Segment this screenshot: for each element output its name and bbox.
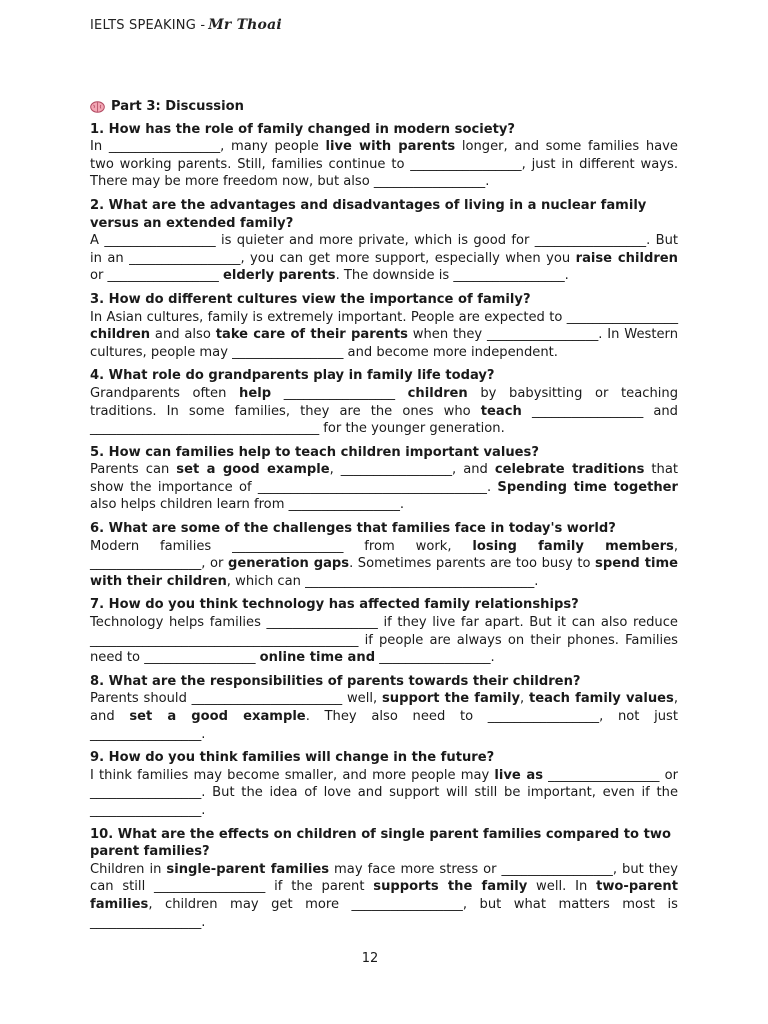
key-phrase: children xyxy=(90,327,151,343)
key-phrase: support the family xyxy=(381,691,520,707)
key-phrase: set a good example xyxy=(129,709,306,724)
key-phrase: Spending time together xyxy=(497,479,678,495)
answer-text xyxy=(90,232,678,285)
answer-segment: . Sometimes parents are too busy to xyxy=(349,556,596,572)
answer-segment: or _________________ xyxy=(90,268,224,284)
question-block xyxy=(90,121,678,191)
answer-segment: that show the importance of ___________________________________. xyxy=(90,462,678,495)
key-phrase: elderly parents xyxy=(223,268,336,284)
question-block xyxy=(90,673,678,743)
document-body xyxy=(90,98,678,937)
answer-segment: _________________ or _________________. But the idea of love and support will still be important, even if the _________________. xyxy=(90,767,679,818)
key-phrase: generation gaps xyxy=(227,556,350,572)
key-phrase: two-parent families xyxy=(90,879,678,912)
question-title: 7. How do you think technology has affected family relationships? xyxy=(90,597,579,613)
question-block xyxy=(90,444,678,514)
question-block xyxy=(90,197,678,285)
question-title: 1. How has the role of family changed in modern society? xyxy=(90,121,515,137)
answer-segment: _________________ xyxy=(271,385,408,401)
key-phrase: losing family members xyxy=(472,538,674,554)
key-phrase: online time and xyxy=(259,650,376,666)
key-phrase: children xyxy=(407,385,468,401)
key-phrase: raise children xyxy=(575,250,678,266)
header-prefix: IELTS SPEAKING - xyxy=(90,18,206,33)
answer-segment: and also xyxy=(150,327,216,343)
key-phrase: single-parent families xyxy=(166,861,330,877)
section-title: Part 3: Discussion xyxy=(111,99,244,114)
question-block xyxy=(90,596,678,666)
page-header xyxy=(90,17,282,33)
question-block xyxy=(90,520,678,590)
question-title: 9. How do you think families will change in the future? xyxy=(90,750,495,766)
question-block xyxy=(90,291,678,361)
answer-segment: Parents can xyxy=(90,462,177,478)
answer-text xyxy=(90,309,678,362)
key-phrase: live as xyxy=(494,767,543,783)
question-title: 5. How can families help to teach children important values? xyxy=(90,444,539,460)
answer-segment: In Asian cultures, family is extremely important. People are expected to _________________ xyxy=(90,309,678,325)
answer-segment: may face more stress or _________________, but they can still _________________ if the parent xyxy=(90,861,678,895)
question-title: 2. What are the advantages and disadvantages of living in a nuclear family versus an extended family? xyxy=(90,197,647,231)
answer-segment: well. In xyxy=(527,879,597,895)
answer-text xyxy=(90,461,678,514)
key-phrase: spend time with their children xyxy=(90,556,678,589)
answer-segment: , _________________, or xyxy=(90,538,679,572)
key-phrase: set a good example xyxy=(176,462,330,478)
author-signature: Mr Thoai xyxy=(208,17,282,33)
answer-segment: by babysitting or teaching traditions. In some families, they are the ones who xyxy=(90,385,679,419)
key-phrase: celebrate traditions xyxy=(494,462,645,478)
answer-segment: when they _________________. In Western cultures, people may _________________ and become more independent. xyxy=(90,327,678,360)
answer-segment: , children may get more _________________, but what matters most is _________________. xyxy=(90,896,678,930)
question-block xyxy=(90,367,678,437)
answer-segment: . The downside is _________________. xyxy=(335,268,569,284)
question-title: 3. How do different cultures view the importance of family? xyxy=(90,291,531,307)
key-phrase: supports the family xyxy=(373,879,528,895)
question-block xyxy=(90,749,678,819)
question-block xyxy=(90,826,678,932)
answer-text xyxy=(90,385,678,438)
question-title: 4. What role do grandparents play in family life today? xyxy=(90,368,495,384)
answer-segment: , and xyxy=(90,691,679,724)
answer-segment: also helps children learn from _________________. xyxy=(90,497,405,513)
key-phrase: help xyxy=(239,385,272,401)
question-title: 8. What are the responsibilities of parents towards their children? xyxy=(90,673,581,689)
answer-segment: Modern families _________________ from work, xyxy=(90,538,473,554)
answer-text xyxy=(90,690,678,743)
answer-segment: longer, and some families have two working parents. Still, families continue to _________________, just in different ways. There may be more freedom now, but also _________________. xyxy=(90,139,678,190)
answer-segment: , xyxy=(520,691,529,707)
answer-text xyxy=(90,614,678,667)
answer-segment: _________________. xyxy=(375,650,495,666)
answer-segment: A _________________ is quieter and more private, which is good for _________________. But in an _________________, you can get more support, especially when you xyxy=(90,233,678,266)
section-heading xyxy=(90,98,678,116)
answer-text xyxy=(90,767,678,820)
page-number: 12 xyxy=(361,951,379,966)
key-phrase: teach family values xyxy=(528,691,674,707)
answer-text xyxy=(90,861,678,931)
brain-icon xyxy=(90,101,105,113)
answer-segment: . They also need to _________________, not just _________________. xyxy=(90,709,679,742)
answer-segment: In _________________, many people xyxy=(90,139,326,155)
answer-segment: Grandparents often xyxy=(90,385,240,401)
answer-segment: , which can ___________________________________. xyxy=(226,573,539,589)
answer-text xyxy=(90,538,678,591)
answer-segment: Technology helps families _________________ if they live far apart. But it can also reduce _________________________________________ if people are always on their phones. Families need to _________________ xyxy=(90,615,678,666)
answer-segment: Children in xyxy=(90,861,167,877)
key-phrase: take care of their parents xyxy=(215,327,408,343)
question-list xyxy=(90,121,678,932)
key-phrase: teach xyxy=(480,403,522,419)
question-title: 10. What are the effects on children of single parent families compared to two parent families? xyxy=(90,826,671,860)
answer-text xyxy=(90,138,678,191)
answer-segment: Parents should _______________________ well, xyxy=(90,691,382,707)
question-title: 6. What are some of the challenges that families face in today's world? xyxy=(90,521,616,537)
key-phrase: live with parents xyxy=(325,139,456,155)
answer-segment: _________________ and ___________________________________ for the younger generation. xyxy=(90,403,678,437)
answer-segment: I think families may become smaller, and more people may xyxy=(90,767,495,783)
answer-segment: , _________________, and xyxy=(329,462,495,478)
